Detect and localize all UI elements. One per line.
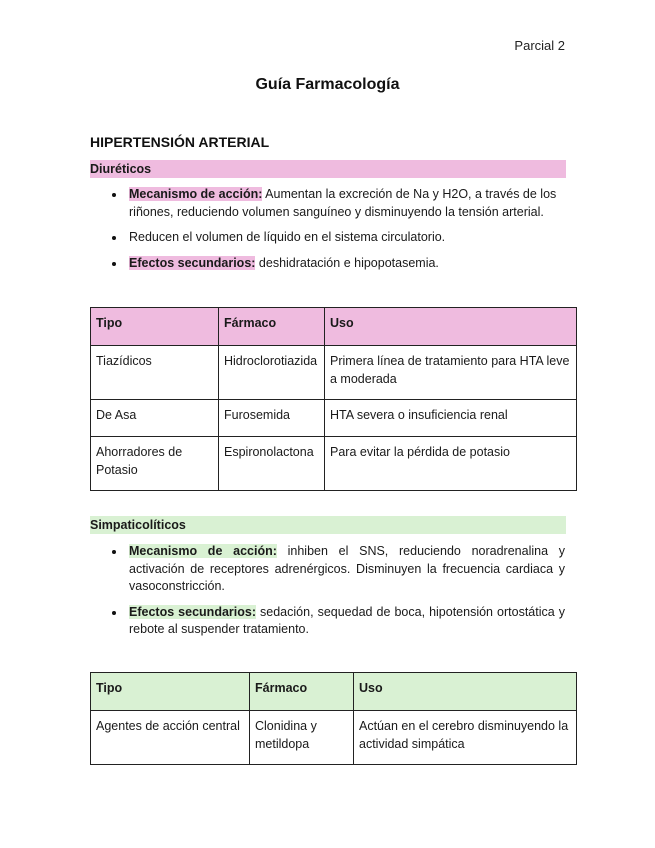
simpaticoliticos-table: [90, 672, 577, 765]
column-header: Uso: [325, 308, 577, 346]
table-cell: Clonidina y metildopa: [250, 711, 354, 765]
table-header-row: [91, 308, 577, 346]
table-row: [91, 711, 577, 765]
table-row: [91, 400, 577, 437]
simpaticoliticos-bullet-list: [110, 543, 565, 647]
table-header-row: [91, 673, 577, 711]
table-cell: Primera línea de tratamiento para HTA leve a moderada: [325, 346, 577, 400]
bullet-text: Reducen el volumen de líquido en el sistema circulatorio.: [129, 230, 446, 244]
list-item: [110, 229, 565, 247]
table-cell: Agentes de acción central: [91, 711, 250, 765]
column-header: Fármaco: [219, 308, 325, 346]
page-title: Guía Farmacología: [255, 76, 400, 93]
diureticos-heading: Diuréticos: [90, 160, 566, 178]
column-header: Tipo: [91, 308, 219, 346]
simpaticoliticos-heading: Simpaticolíticos: [90, 516, 566, 534]
diureticos-bullet-list: [110, 186, 565, 280]
list-item: [110, 255, 565, 273]
bullet-key: Efectos secundarios:: [129, 604, 256, 619]
bullet-text: sedación, sequedad de boca, hipotensión ortostática y rebote al suspender tratamiento.: [129, 604, 565, 636]
column-header: Fármaco: [250, 673, 354, 711]
table-cell: Para evitar la pérdida de potasio: [325, 437, 577, 491]
bullet-text: deshidratación e hipopotasemia.: [255, 255, 439, 270]
diureticos-table: [90, 307, 577, 491]
bullet-text: inhiben el SNS, reduciendo noradrenalina y activación de receptores adrenérgicos. Disminuyen la frecuencia cardiaca y vasoconstricción.: [129, 544, 566, 593]
table-cell: Hidroclorotiazida: [219, 346, 325, 400]
table-cell: Tiazídicos: [91, 346, 219, 400]
bullet-key: Mecanismo de acción:: [129, 544, 277, 558]
table-cell: De Asa: [91, 400, 219, 437]
page-header-label: Parcial 2: [514, 38, 565, 53]
table-row: [91, 346, 577, 400]
list-item: [110, 186, 565, 221]
table-cell: Actúan en el cerebro disminuyendo la actividad simpática: [354, 711, 577, 765]
column-header: Tipo: [91, 673, 250, 711]
table-cell: HTA severa o insuficiencia renal: [325, 400, 577, 437]
bullet-key: Mecanismo de acción:: [129, 187, 263, 201]
list-item: [110, 604, 565, 639]
bullet-text: Aumentan la excreción de Na y H2O, a través de los riñones, reduciendo volumen sanguíneo y disminuyendo la tensión arterial.: [129, 187, 557, 219]
table-cell: Furosemida: [219, 400, 325, 437]
list-item: [110, 543, 565, 596]
column-header: Uso: [354, 673, 577, 711]
section-heading: HIPERTENSIÓN ARTERIAL: [90, 134, 270, 150]
table-row: [91, 437, 577, 491]
bullet-key: Efectos secundarios:: [129, 255, 256, 270]
table-cell: Espironolactona: [219, 437, 325, 491]
table-cell: Ahorradores de Potasio: [91, 437, 219, 491]
